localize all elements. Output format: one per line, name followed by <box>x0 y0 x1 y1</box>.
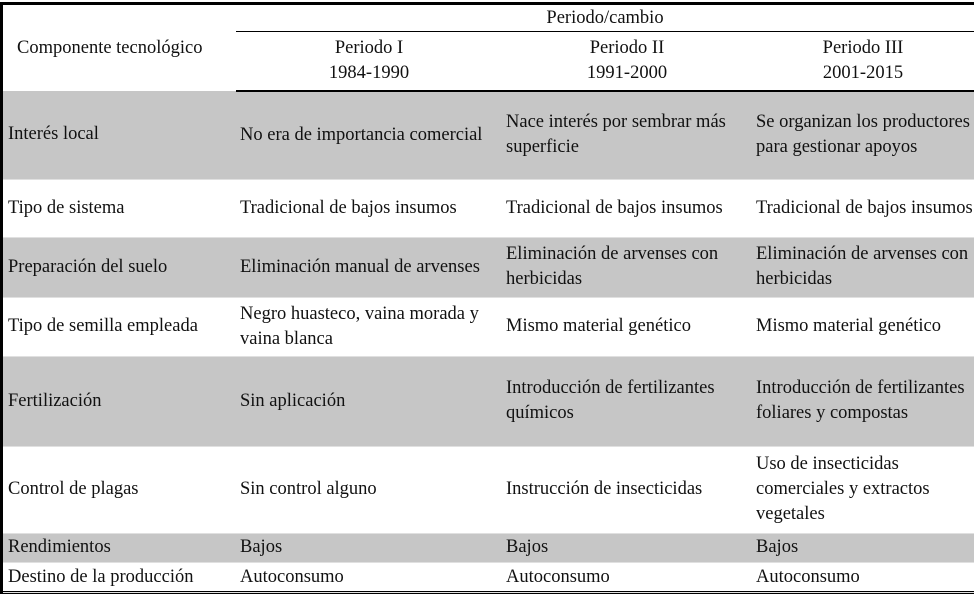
row-period-2-cell: Mismo material genético <box>502 297 752 356</box>
row-period-1-cell: Sin aplicación <box>236 356 502 446</box>
row-period-3-cell: Mismo material genético <box>752 297 974 356</box>
row-period-3-cell: Uso de insecticidas comerciales y extractos vegetales <box>752 446 974 533</box>
row-period-2-cell: Tradicional de bajos insumos <box>502 179 752 237</box>
table-row <box>3 533 974 562</box>
row-period-2-cell: Autoconsumo <box>502 562 752 592</box>
row-component-cell: Fertilización <box>3 356 236 446</box>
row-period-3-cell: Introducción de fertilizantes foliares y compostas <box>752 356 974 446</box>
header-period-3 <box>752 32 974 92</box>
period-years: 2001-2015 <box>822 63 904 83</box>
row-component-cell: Tipo de sistema <box>3 179 236 237</box>
table-row <box>3 562 974 592</box>
period-years: 1984-1990 <box>328 63 410 83</box>
period-name: Periodo II <box>589 38 665 58</box>
row-period-1-cell: Bajos <box>236 533 502 562</box>
table-row <box>3 237 974 297</box>
period-name: Periodo III <box>822 38 904 58</box>
table-row <box>3 356 974 446</box>
row-period-1-cell: Negro huasteco, vaina morada y vaina blanca <box>236 297 502 356</box>
row-period-3-cell: Tradicional de bajos insumos <box>752 179 974 237</box>
row-period-1-cell: Sin control alguno <box>236 446 502 533</box>
header-period-group: Periodo/cambio <box>236 5 974 32</box>
row-period-1-cell: Tradicional de bajos insumos <box>236 179 502 237</box>
period-name: Periodo I <box>334 38 404 58</box>
row-period-3-cell: Se organizan los productores para gestionar apoyos <box>752 91 974 179</box>
row-component-cell: Control de plagas <box>3 446 236 533</box>
row-period-1-cell: No era de importancia comercial <box>236 91 502 179</box>
row-period-1-cell: Autoconsumo <box>236 562 502 592</box>
row-period-2-cell: Introducción de fertilizantes químicos <box>502 356 752 446</box>
header-period-2 <box>502 32 752 92</box>
row-component-cell: Rendimientos <box>3 533 236 562</box>
row-period-2-cell: Instrucción de insecticidas <box>502 446 752 533</box>
table-row <box>3 446 974 533</box>
row-component-cell: Tipo de semilla empleada <box>3 297 236 356</box>
header-row-group <box>3 5 974 32</box>
row-period-3-cell: Eliminación de arvenses con herbicidas <box>752 237 974 297</box>
row-component-cell: Destino de la producción <box>3 562 236 592</box>
row-component-cell: Interés local <box>3 91 236 179</box>
header-component: Componente tecnológico <box>17 37 203 58</box>
row-period-3-cell: Autoconsumo <box>752 562 974 592</box>
technology-components-table <box>3 5 974 593</box>
row-period-2-cell: Bajos <box>502 533 752 562</box>
row-period-1-cell: Eliminación manual de arvenses <box>236 237 502 297</box>
table-row <box>3 297 974 356</box>
row-period-2-cell: Eliminación de arvenses con herbicidas <box>502 237 752 297</box>
row-component-cell: Preparación del suelo <box>3 237 236 297</box>
header-period-1 <box>236 32 502 92</box>
table-row <box>3 91 974 179</box>
table-row <box>3 179 974 237</box>
row-period-3-cell: Bajos <box>752 533 974 562</box>
row-period-2-cell: Nace interés por sembrar más superficie <box>502 91 752 179</box>
period-years: 1991-2000 <box>586 63 668 83</box>
